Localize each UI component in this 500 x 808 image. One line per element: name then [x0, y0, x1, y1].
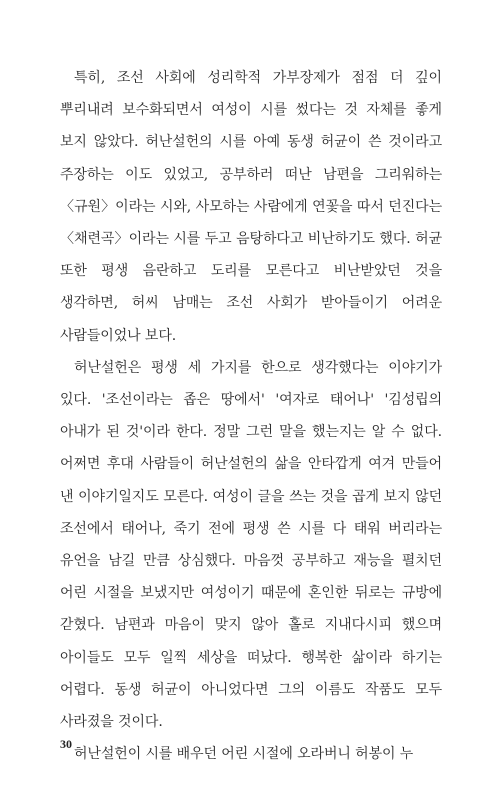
paragraph: 허난설헌이 시를 배우던 어린 시절에 오라버니 허봉이 누 — [74, 746, 414, 763]
paragraph: 특히, 조선 사회에 성리학적 가부장제가 점점 더 깊이 뿌리내려 보수화되면서 여성이 시를 썼다는 것 자체를 좋게 보지 않았다. 허난설헌의 시를 아예 동생 허균이 쓴 것이라고 주장하는 이도 있었고, 공부하러 떠난 남편을 그리워하는〈규원〉이라는 시와, 사모하는 사람에게 연꽃을 따서 던진다는〈채련곡〉이라는 시를 두고 음탕하다고 비난하기도 했다. 허균 또한 평생 음란하고 도리를 모른다고 비난받았던 것을 생각하면, 허씨 남매는 조선 사회가 받아들이기 어려운 사람들이었나 보다. — [60, 70, 442, 344]
paragraph: 허난설헌은 평생 세 가지를 한으로 생각했다는 이야기가 있다. '조선이라는 좁은 땅에서' '여자로 태어나' '김성립의 아내가 된 것'이라 한다. 정말 그런 말을 했는지는 알 수 없다. 어쩌면 후대 사람들이 허난설헌의 삶을 안타깝게 여겨 만들어 낸 이야기일지도 모른다. 여성이 글을 쓰는 것을 곱게 보지 않던 조선에서 태어나, 죽기 전에 평생 쓴 시를 다 태워 버리라는 유언을 남길 만큼 상심했다. 마음껏 공부하고 재능을 펼치던 어린 시절을 보냈지만 여성이기 때문에 혼인한 뒤로는 규방에 갇혔다. 남편과 마음이 맞지 않아 홀로 지내다시피 했으며 아이들도 모두 일찍 세상을 떠났다. 행복한 삶이라 하기는 어렵다. 동생 허균이 아니었다면 그의 이름도 작품도 모두 사라졌을 것이다. — [60, 359, 442, 731]
page-number: 30 — [60, 737, 72, 751]
page-body — [60, 62, 442, 770]
